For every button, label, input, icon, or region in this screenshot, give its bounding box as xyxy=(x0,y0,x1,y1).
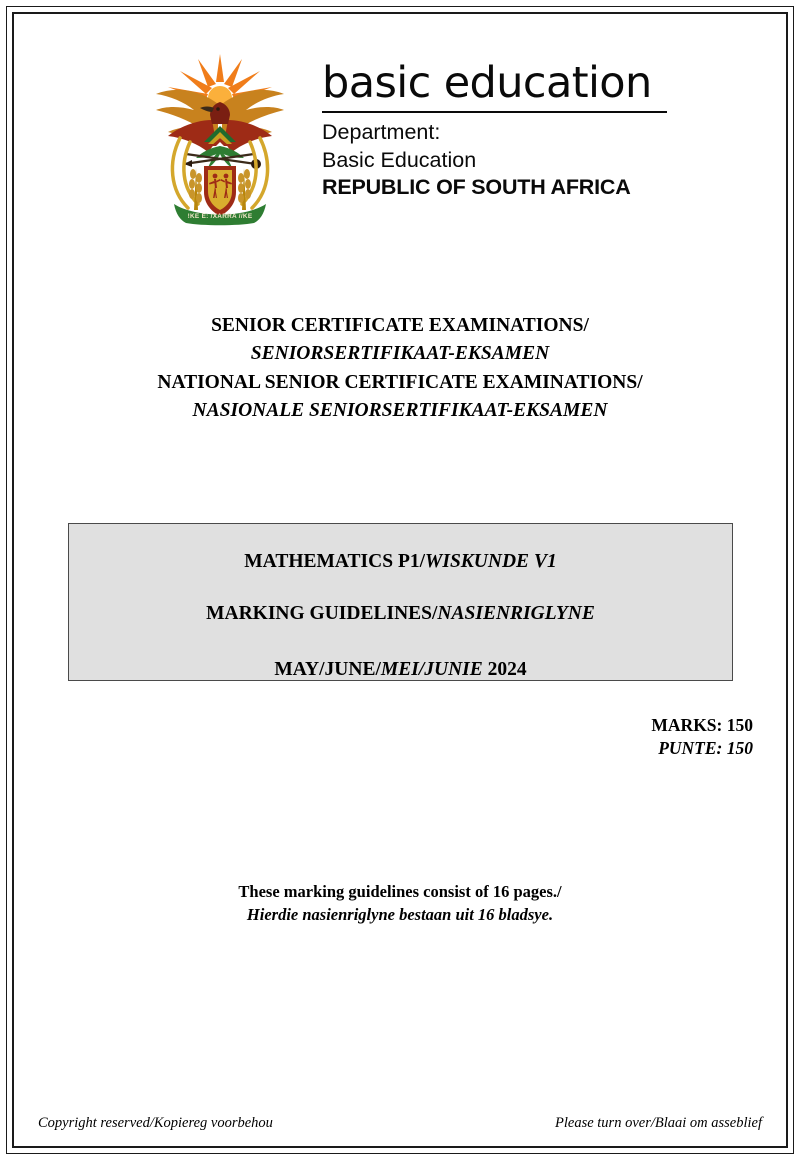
exam-title-line-2: SENIORSERTIFIKAAT-EKSAMEN xyxy=(250,343,550,365)
letterhead xyxy=(140,46,667,226)
south-african-coat-of-arms-icon xyxy=(140,46,300,226)
exam-title-line-4: NASIONALE SENIORSERTIFIKAAT-EKSAMEN xyxy=(192,400,608,422)
marks-block xyxy=(651,714,753,761)
session-en: MAY/JUNE/ xyxy=(274,658,381,680)
subject-line xyxy=(69,550,732,573)
page-footer xyxy=(38,1115,762,1132)
doctype-line xyxy=(69,602,732,625)
country-line: REPUBLIC OF SOUTH AFRICA xyxy=(322,175,631,200)
footer-turn-over: Please turn over/Blaai om asseblief xyxy=(555,1115,762,1131)
marks-af: PUNTE: 150 xyxy=(658,738,753,759)
marks-en: MARKS: 150 xyxy=(651,715,753,735)
paper-details-box xyxy=(68,523,733,681)
exam-title-line-1: SENIOR CERTIFICATE EXAMINATIONS/ xyxy=(211,315,589,336)
session-line xyxy=(69,658,732,681)
wordmark-rule xyxy=(322,111,667,114)
department-name: Basic Education xyxy=(322,147,477,172)
subject-en: MATHEMATICS P1/ xyxy=(244,551,426,572)
page-count-block xyxy=(22,880,778,926)
page-content xyxy=(22,22,778,1138)
session-af: MEI/JUNIE xyxy=(380,658,483,680)
subject-af: WISKUNDE V1 xyxy=(425,551,557,572)
motto-text: !KE E: /XARRA //KE xyxy=(187,213,253,220)
footer-copyright: Copyright reserved/Kopiereg voorbehou xyxy=(38,1115,273,1131)
page-count-en: These marking guidelines consist of 16 pages./ xyxy=(238,882,562,901)
exam-title-block xyxy=(22,312,778,426)
doctype-af: NASIENRIGLYNE xyxy=(437,603,595,625)
wordmark-title: basic education xyxy=(322,58,652,108)
department-label: Department: xyxy=(322,120,441,145)
page-count-af: Hierdie nasienriglyne bestaan uit 16 bladsye. xyxy=(246,905,554,925)
wordmark-block xyxy=(322,46,667,202)
exam-year: 2024 xyxy=(482,658,527,680)
doctype-en: MARKING GUIDELINES/ xyxy=(206,603,438,625)
exam-title-line-3: NATIONAL SENIOR CERTIFICATE EXAMINATIONS/ xyxy=(157,371,643,393)
